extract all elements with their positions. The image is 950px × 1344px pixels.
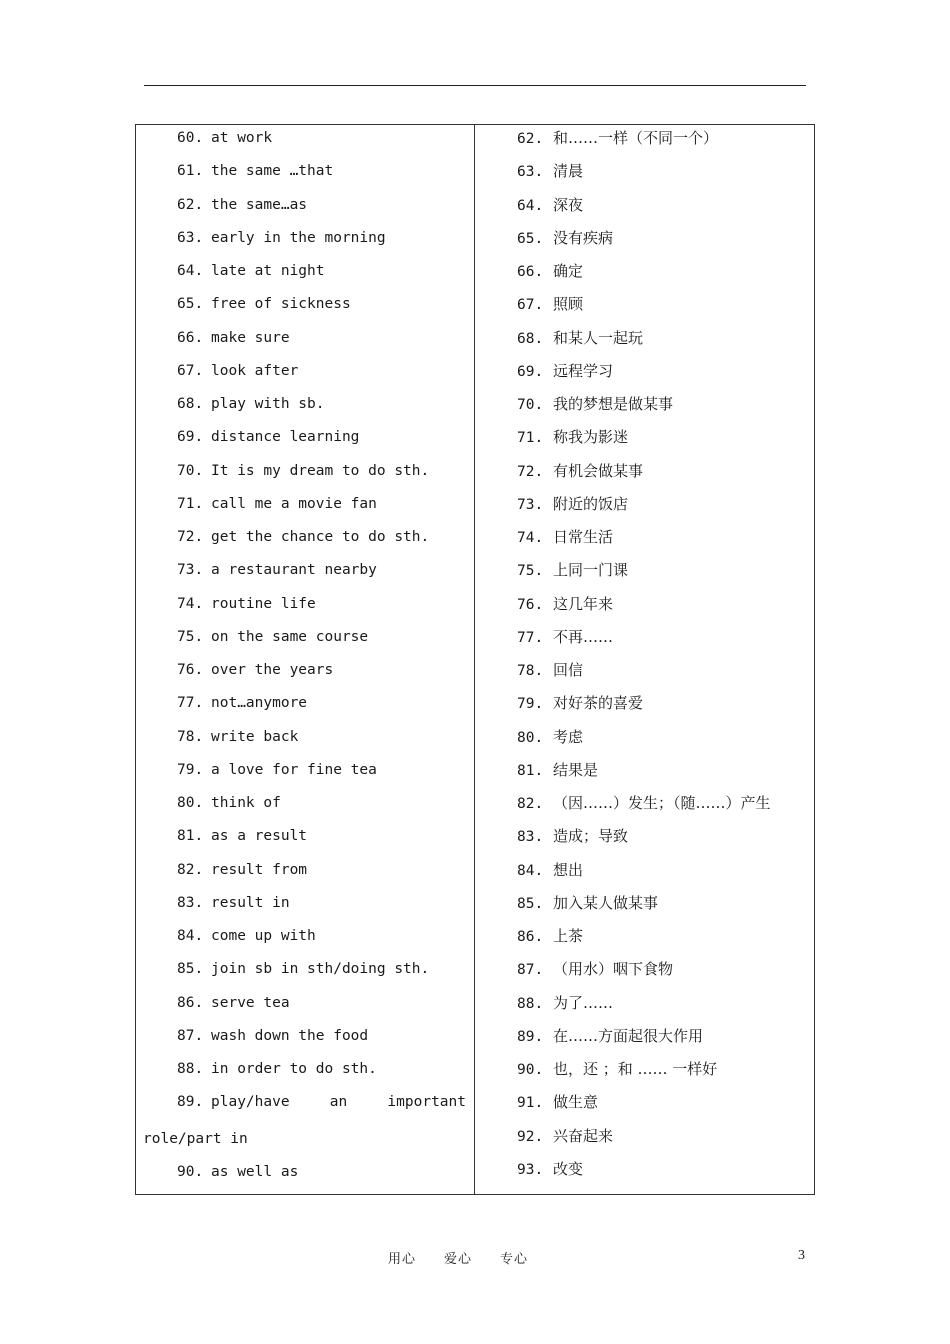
item-number: 85. bbox=[517, 895, 544, 912]
item-text: 上同一门课 bbox=[553, 561, 629, 580]
item-text: join sb in sth/doing sth. bbox=[211, 961, 430, 978]
chinese-meaning-column bbox=[517, 127, 809, 1191]
list-item bbox=[143, 260, 468, 293]
item-text: get the chance to do sth. bbox=[211, 529, 430, 545]
item-text: 和某人一起玩 bbox=[553, 328, 644, 347]
item-number: 74. bbox=[177, 595, 204, 612]
motto-word: 用心 bbox=[388, 1252, 417, 1267]
item-number: 76. bbox=[177, 662, 204, 678]
item-number: 79. bbox=[177, 761, 204, 778]
item-number: 66. bbox=[517, 264, 544, 280]
item-text: （用水）咽下食物 bbox=[553, 960, 674, 979]
item-word: important bbox=[387, 1094, 466, 1111]
item-number: 78. bbox=[177, 728, 204, 745]
item-number: 92. bbox=[517, 1128, 544, 1145]
item-word: play/have bbox=[211, 1094, 290, 1111]
list-item bbox=[143, 825, 468, 858]
list-item bbox=[143, 759, 468, 792]
list-item bbox=[143, 792, 468, 825]
list-item bbox=[517, 992, 809, 1025]
item-text: 没有疾病 bbox=[553, 228, 614, 247]
list-item bbox=[143, 659, 468, 692]
item-number: 67. bbox=[177, 362, 204, 379]
item-number: 83. bbox=[517, 829, 544, 846]
list-item bbox=[143, 194, 468, 227]
item-text: 上茶 bbox=[553, 927, 584, 945]
item-text: wash down the food bbox=[211, 1027, 369, 1044]
list-item bbox=[143, 559, 468, 592]
item-text: 也，还 ；和 …… 一样好 bbox=[553, 1060, 718, 1078]
item-text: write back bbox=[211, 728, 299, 745]
item-number: 72. bbox=[517, 463, 544, 480]
item-number: 69. bbox=[177, 429, 204, 446]
list-item bbox=[517, 127, 809, 160]
list-item bbox=[517, 426, 809, 459]
item-number: 86. bbox=[517, 929, 544, 945]
list-item bbox=[143, 160, 468, 193]
list-item bbox=[517, 593, 809, 626]
item-text: make sure bbox=[211, 329, 290, 346]
motto-word: 专心 bbox=[500, 1252, 529, 1267]
list-item bbox=[143, 892, 468, 925]
list-item bbox=[517, 925, 809, 958]
list-item bbox=[143, 593, 468, 626]
item-number: 88. bbox=[177, 1061, 204, 1077]
item-number: 75. bbox=[517, 563, 544, 580]
list-item bbox=[517, 726, 809, 759]
list-item bbox=[517, 1058, 809, 1091]
list-item bbox=[517, 559, 809, 592]
list-item bbox=[143, 859, 468, 892]
item-text: result in bbox=[211, 894, 290, 911]
list-item bbox=[143, 327, 468, 360]
item-number: 65. bbox=[177, 296, 204, 313]
list-item bbox=[517, 460, 809, 493]
item-number: 68. bbox=[177, 396, 204, 412]
page-number: 3 bbox=[798, 1248, 805, 1263]
list-item bbox=[143, 1058, 468, 1091]
item-number: 86. bbox=[177, 994, 204, 1011]
item-number: 85. bbox=[177, 961, 204, 978]
list-item bbox=[143, 393, 468, 426]
item-text: late at night bbox=[211, 263, 325, 279]
item-text: 我的梦想是做某事 bbox=[553, 395, 674, 413]
item-text: a love for fine tea bbox=[211, 761, 377, 778]
item-number: 82. bbox=[177, 861, 204, 878]
list-item bbox=[517, 194, 809, 227]
item-text: routine life bbox=[211, 595, 316, 612]
list-item bbox=[143, 1161, 468, 1194]
list-item bbox=[517, 1125, 809, 1158]
item-number: 84. bbox=[517, 862, 544, 879]
item-number: 84. bbox=[177, 928, 204, 944]
item-text: in order to do sth. bbox=[211, 1061, 377, 1077]
list-item bbox=[517, 759, 809, 792]
english-phrase-column bbox=[143, 127, 468, 1195]
item-text bbox=[211, 1091, 466, 1113]
item-text: 对好茶的喜爱 bbox=[553, 694, 644, 713]
list-item bbox=[143, 726, 468, 759]
item-number: 64. bbox=[177, 263, 204, 279]
item-text: It is my dream to do sth. bbox=[211, 462, 430, 479]
item-text: serve tea bbox=[211, 994, 290, 1011]
item-number: 83. bbox=[177, 894, 204, 911]
item-number: 62. bbox=[177, 196, 204, 213]
item-number: 90. bbox=[517, 1062, 544, 1078]
footer-motto bbox=[388, 1248, 556, 1267]
list-item bbox=[143, 127, 468, 160]
item-text: early in the morning bbox=[211, 229, 386, 246]
list-item bbox=[143, 526, 468, 559]
list-item bbox=[517, 825, 809, 858]
item-number: 72. bbox=[177, 529, 204, 545]
item-text: 附近的饭店 bbox=[553, 494, 629, 513]
item-text-continuation: role/part in bbox=[143, 1131, 248, 1148]
list-item bbox=[517, 1158, 809, 1191]
item-number: 61. bbox=[177, 163, 204, 180]
list-item bbox=[517, 393, 809, 426]
item-text: on the same course bbox=[211, 628, 369, 645]
item-text: look after bbox=[211, 362, 299, 379]
list-item bbox=[517, 260, 809, 293]
list-item bbox=[517, 293, 809, 326]
list-item bbox=[143, 692, 468, 725]
item-number: 68. bbox=[517, 330, 544, 347]
item-number: 81. bbox=[177, 828, 204, 845]
item-number: 62. bbox=[517, 131, 544, 147]
item-number: 71. bbox=[517, 430, 544, 447]
item-text: 回信 bbox=[553, 661, 584, 679]
item-text: 深夜 bbox=[553, 195, 584, 214]
item-number: 77. bbox=[177, 695, 204, 712]
list-item bbox=[517, 160, 809, 193]
table-column-divider bbox=[474, 124, 475, 1195]
item-number: 70. bbox=[177, 462, 204, 479]
item-text: 日常生活 bbox=[553, 528, 614, 546]
item-number: 67. bbox=[517, 297, 544, 314]
item-word: an bbox=[329, 1094, 348, 1111]
list-item bbox=[143, 460, 468, 493]
item-number: 81. bbox=[517, 762, 544, 779]
list-item bbox=[143, 1025, 468, 1058]
item-text: （因……）发生；（随……）产生 bbox=[553, 794, 771, 812]
item-number: 73. bbox=[517, 496, 544, 513]
list-item bbox=[143, 360, 468, 393]
list-item bbox=[517, 659, 809, 692]
item-number: 66. bbox=[177, 329, 204, 346]
list-item bbox=[143, 493, 468, 526]
list-item bbox=[143, 626, 468, 659]
item-number: 74. bbox=[517, 530, 544, 546]
list-item bbox=[143, 426, 468, 459]
list-item bbox=[143, 1091, 468, 1161]
item-text: come up with bbox=[211, 928, 316, 944]
item-number: 79. bbox=[517, 696, 544, 713]
item-number: 88. bbox=[517, 995, 544, 1012]
item-text: as well as bbox=[211, 1164, 299, 1181]
list-item bbox=[143, 293, 468, 326]
item-text: 结果是 bbox=[553, 760, 599, 779]
list-item bbox=[517, 227, 809, 260]
header-rule bbox=[144, 85, 806, 86]
item-number: 78. bbox=[517, 663, 544, 679]
item-number: 87. bbox=[517, 962, 544, 979]
list-item bbox=[517, 327, 809, 360]
item-number: 63. bbox=[517, 164, 544, 181]
item-text: 远程学习 bbox=[553, 361, 614, 380]
item-text: 造成；导致 bbox=[553, 827, 629, 846]
item-text: 想出 bbox=[553, 860, 584, 879]
item-text: the same …that bbox=[211, 163, 334, 180]
item-text: 有机会做某事 bbox=[553, 461, 644, 480]
item-number: 71. bbox=[177, 495, 204, 512]
item-text: 考虑 bbox=[553, 727, 584, 746]
item-text: 不再…… bbox=[553, 627, 614, 646]
item-text: result from bbox=[211, 861, 308, 878]
list-item bbox=[143, 925, 468, 958]
item-text: over the years bbox=[211, 662, 334, 678]
list-item bbox=[143, 227, 468, 260]
item-text: as a result bbox=[211, 828, 308, 845]
item-text: 称我为影迷 bbox=[553, 428, 629, 447]
item-text: think of bbox=[211, 795, 281, 811]
list-item bbox=[143, 992, 468, 1025]
item-number: 63. bbox=[177, 229, 204, 246]
item-text: 照顾 bbox=[553, 295, 584, 314]
item-number: 89. bbox=[517, 1028, 544, 1045]
item-number: 60. bbox=[177, 130, 204, 146]
item-number: 64. bbox=[517, 197, 544, 214]
item-text: 清晨 bbox=[553, 162, 584, 181]
item-number: 89. bbox=[177, 1094, 204, 1111]
item-number: 90. bbox=[177, 1164, 204, 1181]
item-number: 93. bbox=[517, 1161, 544, 1178]
item-text: distance learning bbox=[211, 429, 360, 446]
list-item bbox=[517, 526, 809, 559]
item-number: 77. bbox=[517, 629, 544, 646]
list-item bbox=[517, 692, 809, 725]
item-number: 91. bbox=[517, 1095, 544, 1112]
item-number: 73. bbox=[177, 562, 204, 579]
item-text: free of sickness bbox=[211, 296, 351, 313]
list-item bbox=[143, 958, 468, 991]
list-item bbox=[517, 859, 809, 892]
item-text: 在……方面起很大作用 bbox=[553, 1026, 704, 1045]
item-text: a restaurant nearby bbox=[211, 562, 377, 579]
list-item bbox=[517, 892, 809, 925]
item-text: 这几年来 bbox=[553, 594, 614, 613]
item-text: 加入某人做某事 bbox=[553, 893, 659, 912]
list-item bbox=[517, 1025, 809, 1058]
list-item bbox=[517, 958, 809, 991]
item-text: not…anymore bbox=[211, 695, 308, 712]
item-text: the same…as bbox=[211, 196, 308, 213]
item-text: 确定 bbox=[553, 262, 584, 280]
item-number: 80. bbox=[177, 795, 204, 811]
item-text: 做生意 bbox=[553, 1093, 599, 1112]
item-text: 为了…… bbox=[553, 993, 614, 1012]
item-number: 82. bbox=[517, 796, 544, 812]
item-number: 75. bbox=[177, 628, 204, 645]
list-item bbox=[517, 360, 809, 393]
item-text: 兴奋起来 bbox=[553, 1126, 614, 1145]
item-text: 和……一样（不同一个） bbox=[553, 129, 719, 147]
item-text: call me a movie fan bbox=[211, 495, 377, 512]
list-item bbox=[517, 626, 809, 659]
list-item bbox=[517, 1091, 809, 1124]
list-item bbox=[517, 493, 809, 526]
item-text: at work bbox=[211, 130, 273, 146]
list-item bbox=[517, 792, 809, 825]
item-number: 65. bbox=[517, 230, 544, 247]
item-number: 80. bbox=[517, 729, 544, 746]
motto-word: 爱心 bbox=[444, 1252, 473, 1267]
item-number: 87. bbox=[177, 1027, 204, 1044]
item-text: 改变 bbox=[553, 1159, 584, 1178]
item-text: play with sb. bbox=[211, 396, 325, 412]
item-number: 76. bbox=[517, 596, 544, 613]
item-number: 70. bbox=[517, 397, 544, 413]
item-number: 69. bbox=[517, 363, 544, 380]
